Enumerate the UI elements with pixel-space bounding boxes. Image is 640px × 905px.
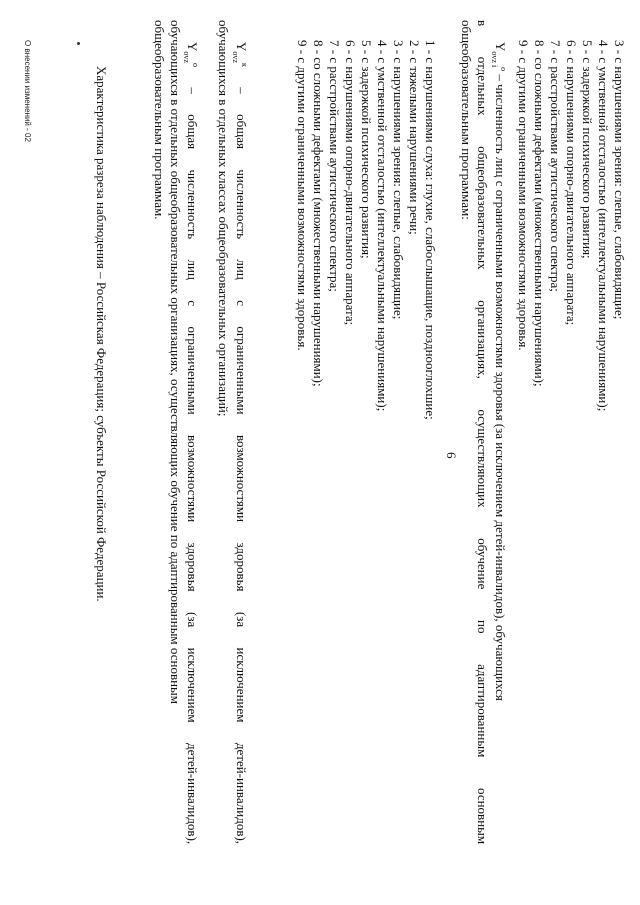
list-b-item: 8 - со сложными дефектами (множественными нарушениями); xyxy=(311,40,326,387)
def2-subscript: ovz xyxy=(231,51,240,63)
word: – xyxy=(185,87,200,94)
word: организациях, xyxy=(475,300,490,379)
word: возможностями xyxy=(185,435,200,523)
def1-line3: общеобразовательным программам: xyxy=(459,20,474,220)
word: осуществляющих xyxy=(475,409,490,508)
word: с xyxy=(234,300,249,306)
word: обучение xyxy=(475,538,490,590)
observation-section-characteristic: Характеристика разреза наблюдения – Российская Федерация; субъекты Российской Федерации. xyxy=(94,66,109,602)
word: – xyxy=(234,87,249,94)
def3-line3: общеобразовательным программам. xyxy=(152,20,167,220)
def3-line2: обучающихся в отдельных общеобразовательных организациях, осуществляющих обучение по адаптированным основным xyxy=(168,20,183,705)
list-a-item: 3 - с нарушениями зрения: слепые, слабовидящие; xyxy=(612,40,627,320)
def2-line2: обучающихся в отдельных классах общеобразовательных организаций; xyxy=(216,20,231,417)
list-b-item: 3 - с нарушениями зрения: слепые, слабовидящие; xyxy=(391,40,406,320)
word: общая xyxy=(234,114,249,149)
word: здоровья xyxy=(185,542,200,592)
word: ограниченными xyxy=(234,326,249,415)
list-a-item: 4 - с умственной отсталостью (интеллектуальными нарушениями); xyxy=(596,40,611,412)
scan-dot xyxy=(77,42,80,45)
list-b-item: 7 - с расстройствами аутистического спектра; xyxy=(327,40,342,292)
word: здоровья xyxy=(234,542,249,592)
word: основным xyxy=(475,788,490,845)
word: исключением xyxy=(185,647,200,723)
word: ограниченными xyxy=(185,326,200,415)
def3-superscript: о xyxy=(191,62,200,67)
margin-note: О внесении изменений - 02 xyxy=(23,40,32,142)
list-a-item: 6 - с нарушениями опорно-двигательного аппарата; xyxy=(564,40,579,326)
def2-line1 xyxy=(231,20,249,845)
word: численность xyxy=(185,169,200,240)
list-b-item: 4 - с умственной отсталостью (интеллектуальными нарушениями); xyxy=(375,40,390,412)
word: общая xyxy=(185,114,200,150)
word: адаптированным xyxy=(475,664,490,758)
list-a-item: 9 - с другими ограниченными возможностями здоровья. xyxy=(516,40,531,351)
def2-superscript: к xyxy=(240,62,249,67)
list-b-item: 9 - с другими ограниченными возможностями здоровья. xyxy=(295,40,310,351)
word: (за xyxy=(234,611,249,628)
page-number: 6 xyxy=(444,452,459,459)
word: по xyxy=(475,620,490,634)
list-b-item: 1 - с нарушениями слуха: глухие, слабослышащие, позднооглохшие; xyxy=(423,40,438,420)
def1-symbol: Y xyxy=(493,42,508,52)
word: детей-инвалидов), xyxy=(234,742,249,845)
word: (за xyxy=(185,612,200,628)
list-b-item: 6 - с нарушениями опорно-двигательного аппарата; xyxy=(343,40,358,326)
word: исключением xyxy=(234,647,249,723)
def2-symbol: Y xyxy=(234,42,249,52)
word: лиц xyxy=(234,259,249,280)
word: детей-инвалидов), xyxy=(185,742,200,845)
def3-subscript: ovz xyxy=(182,51,191,63)
word: общеобразовательных xyxy=(475,146,490,270)
def3-formula xyxy=(182,20,200,67)
list-a-item: 8 - со сложными дефектами (множественными нарушениями); xyxy=(532,40,547,387)
word: отдельных xyxy=(475,56,490,116)
def3-line1 xyxy=(182,20,200,845)
word: численность xyxy=(234,169,249,240)
word: в xyxy=(475,20,490,27)
def1-superscript: o xyxy=(499,67,508,72)
list-a-item: 5 - с задержкой психического развития; xyxy=(580,40,595,259)
list-b-item: 2 - с тяжелыми нарушениями речи; xyxy=(407,40,422,235)
word: с xyxy=(185,300,200,307)
word: возможностями xyxy=(234,434,249,523)
def1-line1: – численность лиц с ограниченными возможностями здоровья (за исключением детей-инвалидов), обучающихся xyxy=(493,74,508,701)
word: лиц xyxy=(185,259,200,280)
def1-line2 xyxy=(476,20,489,844)
def3-symbol: Y xyxy=(185,42,200,52)
def1-formula xyxy=(490,20,508,701)
list-a-item: 7 - с расстройствами аутистического спектра; xyxy=(548,40,563,292)
list-b-item: 5 - с задержкой психического развития; xyxy=(359,40,374,259)
def1-subscript: ovz i xyxy=(490,51,499,68)
def2-formula xyxy=(231,20,249,67)
